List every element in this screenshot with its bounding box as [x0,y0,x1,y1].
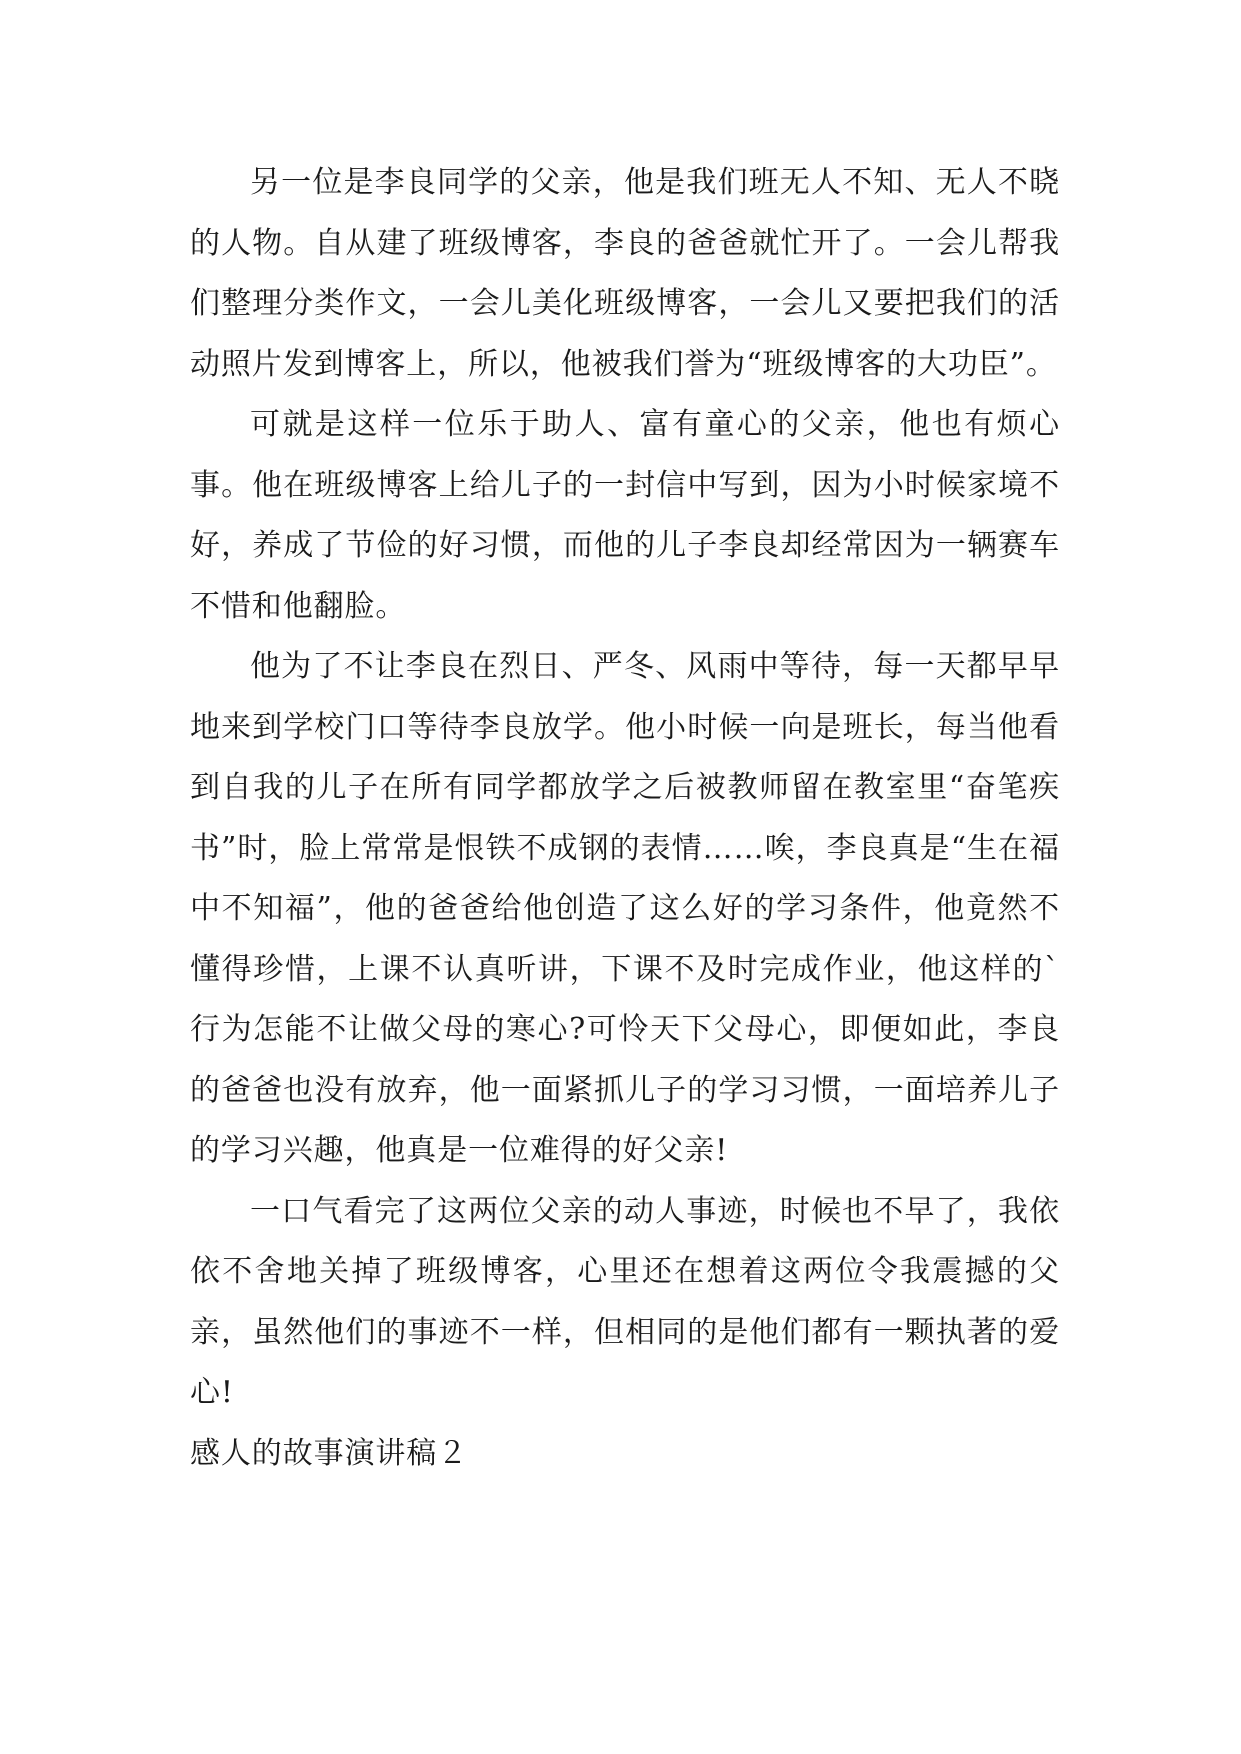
paragraph-father-worries: 可就是这样一位乐于助人、富有童心的父亲，他也有烦心事。他在班级博客上给儿子的一封信中写到，因为小时候家境不好，养成了节俭的好习惯，而他的儿子李良却经常因为一辆赛车不惜和他翻脸。 [190,407,1060,624]
paragraph-father-waiting: 他为了不让李良在烈日、严冬、风雨中等待，每一天都早早地来到学校门口等待李良放学。他小时候一向是班长，每当他看到自我的儿子在所有同学都放学之后被教师留在教室里“奋笔疾书”时，脸上常常是恨铁不成钢的表情……唉，李良真是“生在福中不知福”，他的爸爸给他创造了这么好的学习条件，他竟然不懂得珍惜，上课不认真听讲，下课不及时完成作业，他这样的`行为怎能不让做父母的寒心?可怜天下父母心，即便如此，李良的爸爸也没有放弃，他一面紧抓儿子的学习习惯，一面培养儿子的学习兴趣，他真是一位难得的好父亲! [190,649,1060,1168]
paragraph-conclusion: 一口气看完了这两位父亲的动人事迹，时候也不早了，我依依不舍地关掉了班级博客，心里还在想着这两位令我震撼的父亲，虽然他们的事迹不一样，但相同的是他们都有一颗执著的爱心! [190,1193,1060,1410]
paragraph-li-liang-father-intro: 另一位是李良同学的父亲，他是我们班无人不知、无人不晓的人物。自从建了班级博客，李良的爸爸就忙开了。一会儿帮我们整理分类作文，一会儿美化班级博客，一会儿又要把我们的活动照片发到博客上，所以，他被我们誉为“班级博客的大功臣”。 [190,165,1060,382]
document-body [190,153,1060,1484]
section-heading: 感人的故事演讲稿２ [190,1435,469,1471]
